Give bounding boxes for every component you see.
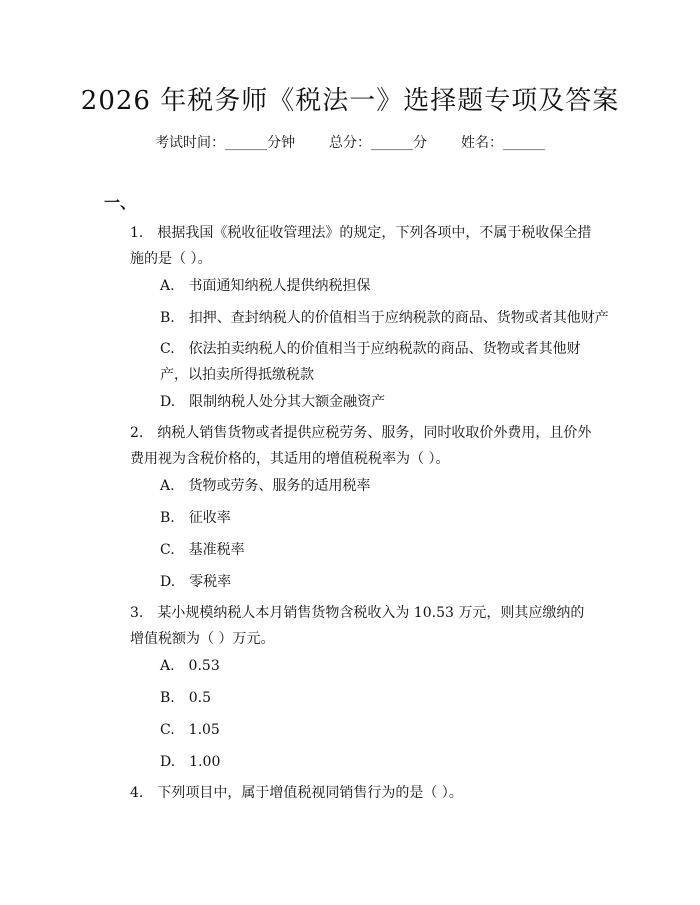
question-option: A. 0.53 [160,658,220,674]
question-option: C. 1.05 [160,722,220,738]
section-heading: 一、 [104,193,137,212]
page-title: 2026 年税务师《税法一》选择题专项及答案 [80,86,620,116]
question-option: C. 依法拍卖纳税人的价值相当于应纳税款的商品、货物或者其他财产，以拍卖所得抵缴税款 [160,341,581,383]
total-score-label: 总分：______分 [329,135,427,151]
question-stem: 4. 下列项目中，属于增值税视同销售行为的是（ ）。 [130,785,463,801]
question-option: A. 货物或劳务、服务的适用税率 [160,478,371,494]
question-option: D. 零税率 [160,574,232,590]
question-option: B. 征收率 [160,510,231,526]
question-stem: 2. 纳税人销售货物或者提供应税劳务、服务，同时收取价外费用，且价外费用视为含税价格的，其适用的增值税税率为（ ）。 [130,425,592,467]
question-stem: 1. 根据我国《税收征收管理法》的规定，下列各项中，不属于税收保全措施的是（ ）。 [130,225,592,267]
question-option: D. 限制纳税人处分其大额金融资产 [160,394,386,410]
exam-meta [0,132,700,152]
question-option: A. 书面通知纳税人提供纳税担保 [160,278,371,294]
question-option: C. 基准税率 [160,542,245,558]
question-stem: 3. 某小规模纳税人本月销售货物含税收入为 10.53 万元，则其应缴纳的增值税额为（ ）万元。 [130,605,585,647]
name-label: 姓名：______ [461,135,545,151]
question-option: B. 0.5 [160,690,212,706]
question-option: D. 1.00 [160,754,221,770]
exam-time-label: 考试时间：______分钟 [155,135,295,151]
question-option: B. 扣押、查封纳税人的价值相当于应纳税款的商品、货物或者其他财产 [160,310,609,326]
